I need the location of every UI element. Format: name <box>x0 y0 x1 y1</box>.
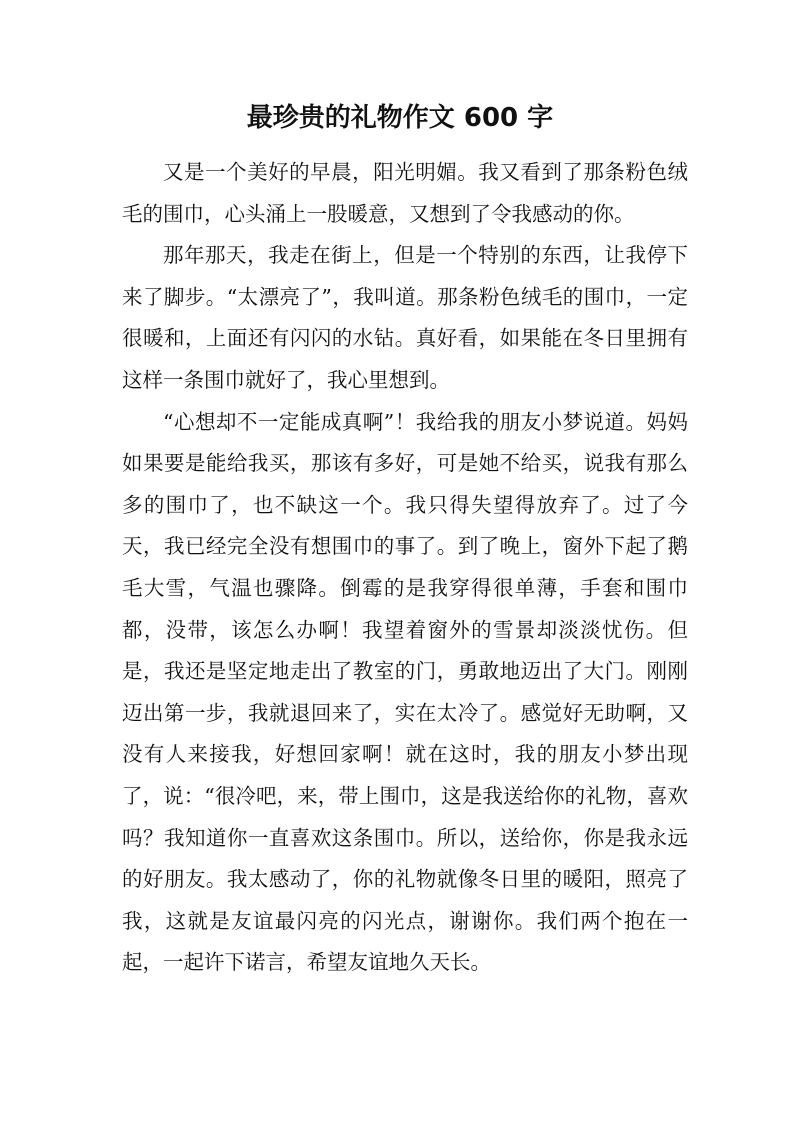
document-title: 最珍贵的礼物作文 600 字 <box>246 103 554 133</box>
paragraph-1: 又是一个美好的早晨，阳光明媚。我又看到了那条粉色绒毛的围巾，心头涌上一股暖意，又想到了令我感动的你。 <box>122 160 688 226</box>
document-body <box>122 152 688 984</box>
paragraph-2: 那年那天，我走在街上，但是一个特别的东西，让我停下来了脚步。“太漂亮了”，我叫道。那条粉色绒毛的围巾，一定很暖和，上面还有闪闪的水钻。真好看，如果能在冬日里拥有这样一条围巾就好了，我心里想到。 <box>122 243 688 392</box>
paragraph-3: “心想却不一定能成真啊”！我给我的朋友小梦说道。妈妈如果要是能给我买，那该有多好，可是她不给买，说我有那么多的围巾了，也不缺这一个。我只得失望得放弃了。过了今天，我已经完全没有想围巾的事了。到了晚上，窗外下起了鹅毛大雪，气温也骤降。倒霉的是我穿得很单薄，手套和围巾都，没带，该怎么办啊！我望着窗外的雪景却淡淡忧伤。但是，我还是坚定地走出了教室的门，勇敢地迈出了大门。刚刚迈出第一步，我就退回来了，实在太冷了。感觉好无助啊，又没有人来接我，好想回家啊！就在这时，我的朋友小梦出现了，说：“很冷吧，来，带上围巾，这是我送给你的礼物，喜欢吗？我知道你一直喜欢这条围巾。所以，送给你，你是我永远的好朋友。我太感动了，你的礼物就像冬日里的暖阳，照亮了我，这就是友谊最闪亮的闪光点，谢谢你。我们两个抱在一起，一起许下诺言，希望友谊地久天长。 <box>122 409 688 975</box>
